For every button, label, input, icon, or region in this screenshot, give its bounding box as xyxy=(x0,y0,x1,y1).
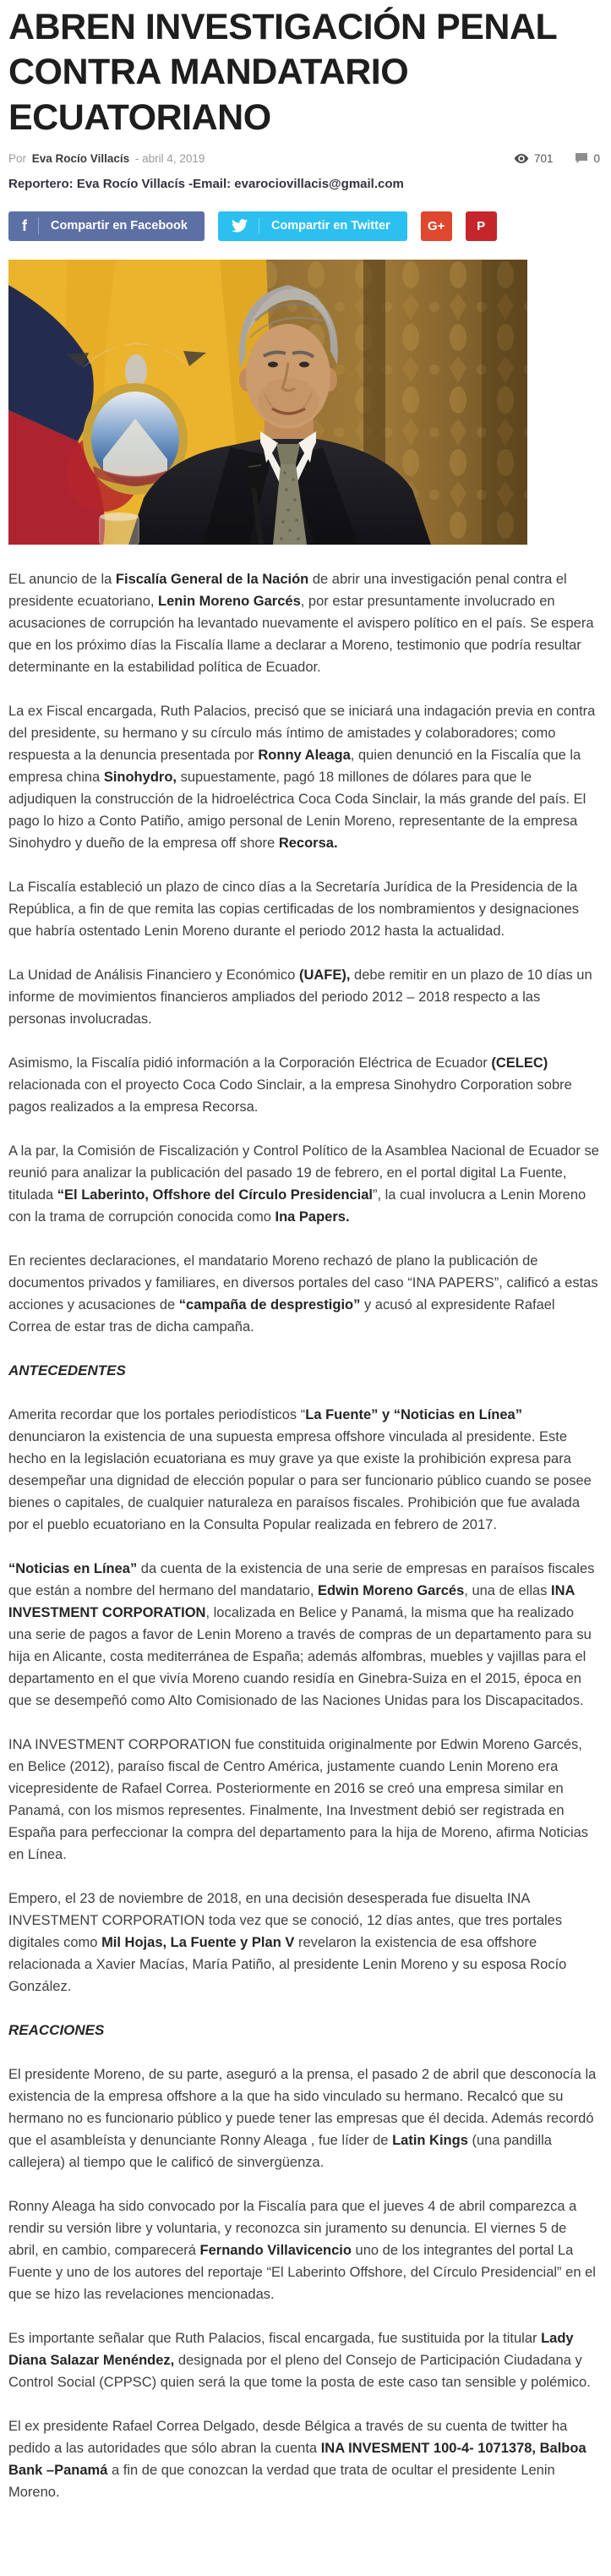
byline-left xyxy=(8,152,205,165)
pinterest-icon: P xyxy=(477,218,486,233)
byline-prefix: Por xyxy=(8,151,27,165)
share-facebook-label: Compartir en Facebook xyxy=(51,219,188,233)
article-paragraph: La ex Fiscal encargada, Ruth Palacios, precisó que se iniciará una indagación previa en contra del presidente, su hermano y su círculo más íntimo de amistades y colaboradores; como respuesta a la denuncia presentada por Ronny Aleaga, quien denunció en la Fiscalía que la empresa china Sinohydro, supuestamente, pagó 18 millones de dólares para que le adjudiquen la construcción de la hidroeléctrica Coca Coda Sinclair, la más grande del país. El pago lo hizo a Conto Patiño, amigo personal de Lenin Moreno, representante de la empresa Sinohydro y dueño de la empresa off shore Recorsa. xyxy=(8,703,596,851)
share-pinterest-button[interactable] xyxy=(466,211,497,241)
reporter-line: Reportero: Eva Rocío Villacís -Email: evarociovillacis@gmail.com xyxy=(8,176,404,191)
article-paragraph: El presidente Moreno, de su parte, aseguró a la prensa, el pasado 2 de abril que desconocía la existencia de la empresa offshore a la que ha sido vinculado su hermano. Recalcó que su hermano no es funcionario público y puede tener las empresas que él decida. Además recordó que el asambleísta y denunciante Ronny Aleaga , fue líder de Latin Kings (una pandilla callejera) al tiempo que le calificó de sinvergüenza. xyxy=(8,2066,597,2170)
share-facebook-button[interactable] xyxy=(8,211,205,241)
twitter-bird-icon xyxy=(232,217,259,234)
share-twitter-label: Compartir en Twitter xyxy=(270,219,390,233)
article-paragraph: EL anuncio de la Fiscalía General de la Nación de abrir una investigación penal contra el presidente ecuatoriano, Lenin Moreno Garcés, por estar presuntamente involucrado en acusaciones de corrupción ha levantado nuevamente el avispero político en el país. Se espera que en los próximo días la Fiscalía llame a declarar a Moreno, testimonio que podría resultar determinante en la estabilidad política de Ecuador. xyxy=(8,571,594,675)
article-paragraph: INA INVESTMENT CORPORATION fue constituida originalmente por Edwin Moreno Garcés, en Belice (2012), paraíso fiscal de Centro América, justamente cuando Lenin Moreno era vicepresidente de Rafael Correa. Posteriormente en 2016 se creó una empresa similar en Panamá, con los mismos representes. Finalmente, Ina Investment debió ser registrada en España para perfeccionar la compra del departamento para la hija de Moreno, afirma Noticias en Línea. xyxy=(8,1736,589,1862)
water-glass xyxy=(100,512,139,545)
article-paragraph: Es importante señalar que Ruth Palacios, fiscal encargada, fue sustituida por la titular Lady Diana Salazar Menéndez, designada por el pleno del Consejo de Participación Ciudadana y Control Social (CPPSC) quien será la que tome la posta de este caso tan sensible y polémico. xyxy=(8,2330,591,2390)
page-title: ABREN INVESTIGACIÓN PENAL CONTRA MANDATARIO ECUATORIANO xyxy=(8,7,557,138)
section-heading: ANTECEDENTES xyxy=(8,1362,126,1378)
share-twitter-button[interactable] xyxy=(218,211,407,241)
article-paragraph: La Unidad de Análisis Financiero y Económico (UAFE), debe remitir en un plazo de 10 días un informe de movimientos financieros ampliados del periodo 2012 – 2018 respecto a las personas involucradas. xyxy=(8,967,592,1027)
article-body xyxy=(8,568,600,2503)
comment-bubble-icon xyxy=(575,152,588,164)
section-heading: REACCIONES xyxy=(8,2021,105,2038)
comments-stat[interactable] xyxy=(575,152,600,165)
article-paragraph: “Noticias en Línea” da cuenta de la existencia de una serie de empresas en paraísos fiscales que están a nombre del hermano del mandatario, Edwin Moreno Garcés, una de ellas INA INVESTMENT CORPORATION, localizada en Belice y Panamá, la misma que ha realizado una serie de pagos a favor de Lenin Moreno a través de compras de un departamento para su hija en Alicante, costa mediterránea de España; además alfombras, muebles y vajillas para el departamento en el que vivía Moreno cuando residía en Ginebra-Suiza en el 2015, época en que se desempeñó como Alto Comisionado de las Naciones Unidas para los Discapacitados. xyxy=(8,1560,595,1708)
article-paragraph: Empero, el 23 de noviembre de 2018, en una decisión desesperada fue disuelta INA INVESTMENT CORPORATION toda vez que se conoció, 12 días antes, que tres portales digitales como Mil Hojas, La Fuente y Plan V revelaron la existencia de esa offshore relacionada a Xavier Macías, María Patiño, al presidente Lenin Moreno y su esposa Rocío González. xyxy=(8,1890,567,1994)
lenin-moreno-press-photo-illustration xyxy=(8,260,527,545)
article-paragraph: Asimismo, la Fiscalía pidió información a la Corporación Eléctrica de Ecuador (CELEC) relacionada con el proyecto Coca Codo Sinclair, a la empresa Sinohydro Corporation sobre pagos realizados a la empresa Recorsa. xyxy=(8,1055,572,1115)
comments-count: 0 xyxy=(593,151,600,165)
facebook-icon: f xyxy=(22,217,39,234)
byline-separator: - xyxy=(134,151,139,165)
article-paragraph: La Fiscalía estableció un plazo de cinco días a la Secretaría Jurídica de la Presidencia de la República, a fin de que remita las copias certificadas de los nombramientos y designaciones que habría ostentado Lenin Moreno durante el periodo 2012 hasta la actualidad. xyxy=(8,879,580,939)
article-paragraph: El ex presidente Rafael Correa Delgado, desde Bélgica a través de su cuenta de twitter ha pedido a las autoridades que sólo abran la cuenta INA INVESMENT 100-4- 1071378, Balboa Bank –Panamá a fin de que conozcan la verdad que trata de ocultar el presidente Lenin Moreno. xyxy=(8,2418,586,2500)
article-image xyxy=(8,260,527,545)
author-link[interactable]: Eva Rocío Villacís xyxy=(31,151,130,165)
views-stat xyxy=(514,152,554,165)
article-paragraph: A la par, la Comisión de Fiscalización y Control Político de la Asamblea Nacional de Ecuador se reunió para analizar la publicación del pasado 19 de febrero, en el portal digital La Fuente, titulada “El Laberinto, Offshore del Círculo Presidencial”, la cual involucra a Lenin Moreno con la trama de corrupción conocida como Ina Papers. xyxy=(8,1143,599,1225)
byline xyxy=(8,152,600,165)
article-stats xyxy=(514,152,600,165)
views-count: 701 xyxy=(533,151,554,165)
article-paragraph: En recientes declaraciones, el mandatario Moreno rechazó de plano la publicación de documentos privados y familiares, en diversos portales del caso “INA PAPERS”, calificó a estas acciones y acusaciones de “campaña de desprestigio” y acusó al expresidente Rafael Correa de estar tras de dicha campaña. xyxy=(8,1252,598,1335)
article-paragraph: Amerita recordar que los portales periodísticos “La Fuente” y “Noticias en Línea” denunciaron la existencia de una supuesta empresa offshore vinculada al presidente. Este hecho en la legislación ecuatoriana es muy grave ya que existe la prohibición expresa para desempeñar una dignidad de elección popular o para ser funcionario público cuando se posee bienes o capitales, de cualquier naturaleza en paraísos fiscales. Prohibición que fue avalada por el pueblo ecuatoriano en la Consulta Popular realizada en febrero de 2017. xyxy=(8,1406,592,1532)
article-paragraph: Ronny Aleaga ha sido convocado por la Fiscalía para que el jueves 4 de abril comparezca a rendir su versión libre y voluntaria, y reconozca sin juramento su denuncia. El viernes 5 de abril, en cambio, comparecerá Fernando Villavicencio uno de los integrantes del portal La Fuente y uno de los autores del reportaje “El Laberinto Offshore, del Círculo Presidencial” en el que se hizo las revelaciones mencionadas. xyxy=(8,2198,596,2302)
share-googleplus-button[interactable] xyxy=(421,211,452,241)
share-buttons xyxy=(8,211,600,241)
eye-icon xyxy=(514,153,529,164)
byline-date: abril 4, 2019 xyxy=(142,151,205,165)
google-plus-icon: G+ xyxy=(427,218,445,233)
